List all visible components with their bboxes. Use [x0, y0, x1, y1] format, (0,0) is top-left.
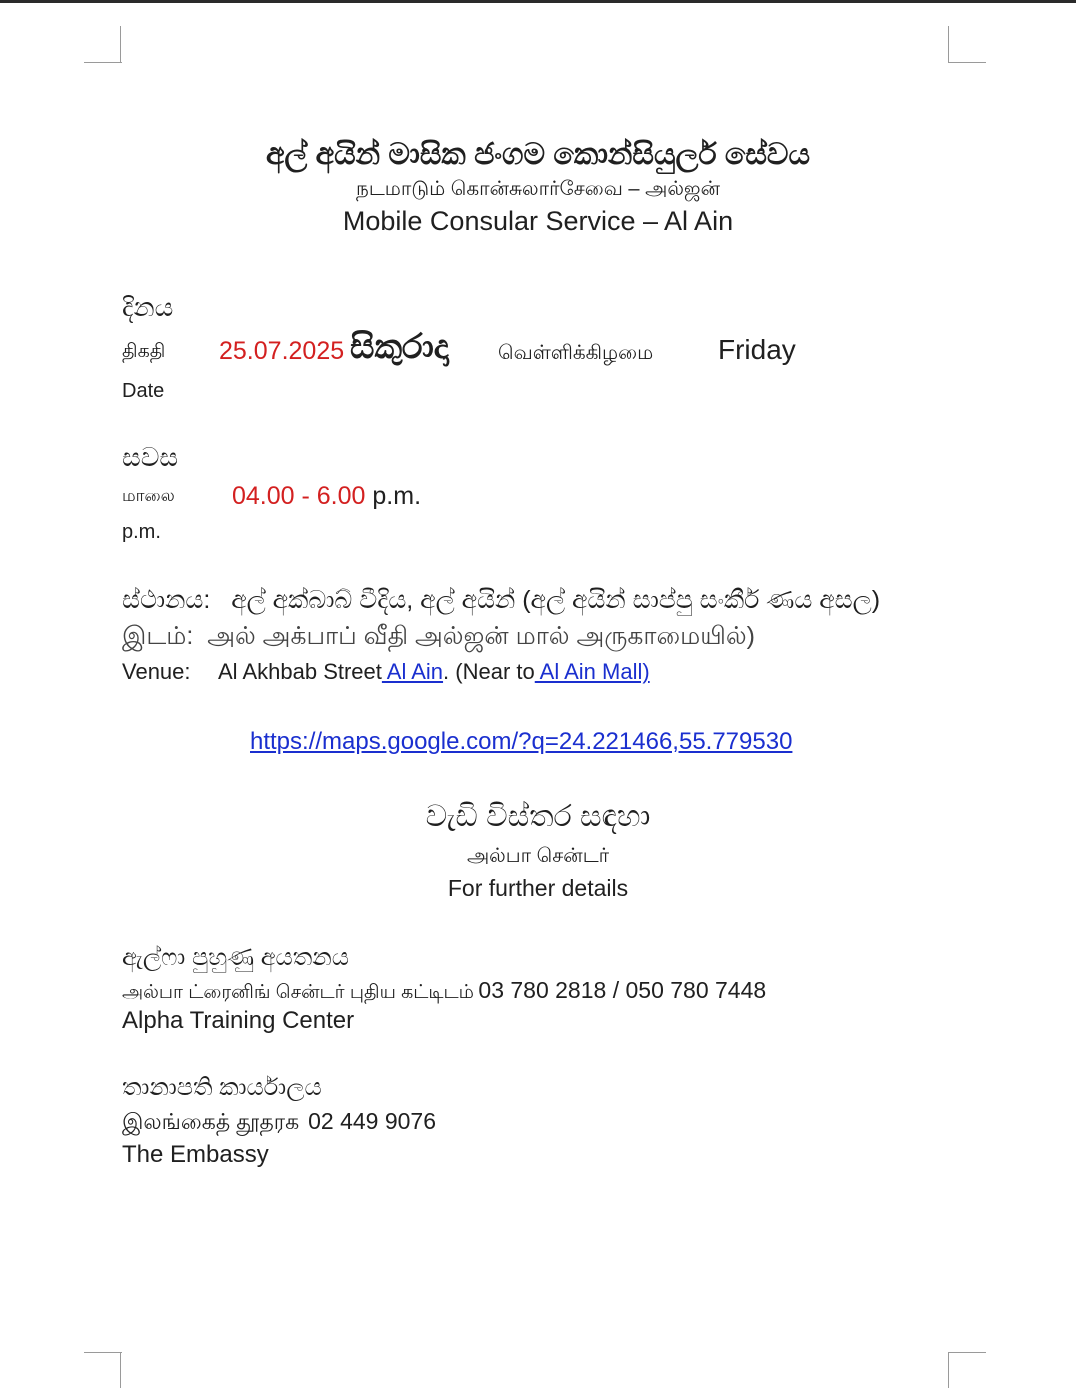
date-value-day-month: 25.07 — [219, 337, 282, 365]
venue-text-tamil: அல் அக்பாப் வீதி அல்ஜன் மால் அருகாமையில்) — [207, 622, 755, 650]
day-sinhala: සිකුරාදා — [350, 328, 449, 366]
venue-text-sinhala: අල් අක්බාබ් වීදිය, අල් අයින් (අල් අයින් සාප්පු සංකීර් ණය අසල) — [231, 586, 881, 614]
alpha-tamil-line — [122, 977, 766, 1006]
time-label-tamil: மாலை — [122, 486, 175, 505]
venue-label-sinhala: ස්ථානය: — [122, 586, 211, 614]
venue-english — [122, 659, 650, 685]
alpha-tamil: அல்பா ட்ரைனிங் சென்டர் புதிய கட்டிடம் — [122, 982, 474, 1003]
date-label-sinhala: දිනය — [122, 292, 174, 322]
embassy-tamil-line — [122, 1108, 436, 1138]
time-value — [232, 482, 421, 511]
date-label-tamil: திகதி — [122, 341, 166, 362]
further-details-english: For further details — [447, 875, 629, 901]
time-label-sinhala: සවස — [122, 442, 179, 472]
top-border — [0, 0, 1076, 3]
day-tamil: வெள்ளிக்கிழமை — [498, 342, 654, 364]
embassy-english: The Embassy — [122, 1141, 269, 1168]
venue-near-to: . (Near to — [443, 659, 535, 684]
time-suffix: p.m. — [372, 482, 422, 510]
time-range: 04.00 - 6.00 — [232, 482, 366, 510]
alpha-phone: 03 780 2818 / 050 780 7448 — [478, 977, 767, 1003]
date-label-english: Date — [122, 380, 165, 402]
embassy-sinhala: තානාපති කාර්යාලය — [122, 1074, 322, 1101]
alpha-sinhala: ඇල්ෆා පුහුණු අයතනය — [122, 944, 349, 971]
time-label-english: p.m. — [122, 521, 161, 543]
further-details-tamil: அல்பா சென்டர் — [466, 845, 610, 867]
venue-link-al-ain[interactable]: Al Ain — [381, 659, 444, 684]
venue-sinhala — [122, 586, 880, 615]
day-english: Friday — [718, 334, 796, 365]
title-tamil: நடமாடும் கொன்சுலார்சேவை – அல்ஜன் — [355, 178, 721, 200]
venue-link-al-ain-mall[interactable]: Al Ain Mall) — [534, 659, 650, 684]
alpha-english: Alpha Training Center — [122, 1007, 355, 1034]
title-sinhala: අල් අයින් මාසික ජංගම කොන්සියුලර් සේවය — [265, 138, 811, 171]
venue-tamil — [122, 622, 755, 654]
date-value-year: .2025 — [281, 337, 345, 365]
embassy-tamil: இலங்கைத் தூதரக — [122, 1109, 300, 1134]
title-english: Mobile Consular Service – Al Ain — [342, 206, 734, 236]
map-link[interactable]: https://maps.google.com/?q=24.221466,55.779530 — [250, 728, 793, 755]
venue-street: Al Akhbab Street — [218, 659, 382, 684]
embassy-phone: 02 449 9076 — [308, 1108, 437, 1134]
venue-label-english: Venue: — [122, 659, 191, 684]
date-value — [219, 337, 344, 366]
venue-label-tamil: இடம்: — [122, 622, 194, 650]
further-details-sinhala: වැඩි විස්තර සඳහා — [425, 800, 651, 833]
